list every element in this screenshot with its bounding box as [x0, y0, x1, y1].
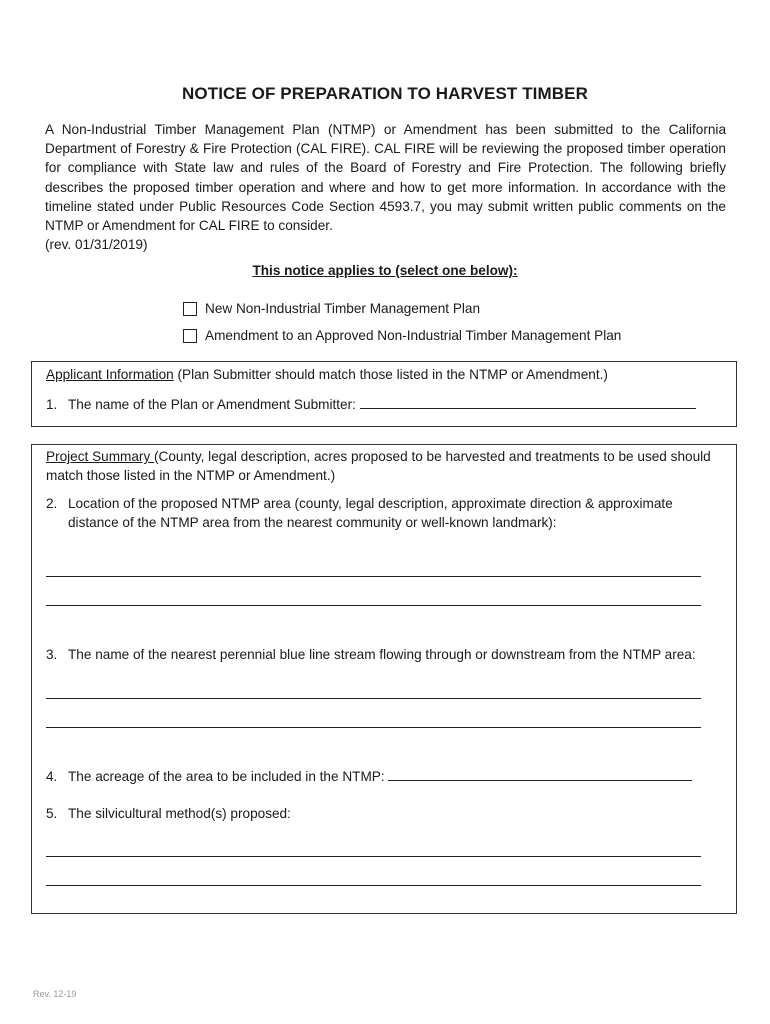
question-3-text: The name of the nearest perennial blue line stream flowing through or downstream from the NTMP area: [68, 647, 696, 662]
question-4-text: The acreage of the area to be included in the NTMP: [68, 769, 385, 784]
question-3-number: 3. [46, 647, 58, 662]
question-1-text: The name of the Plan or Amendment Submitter: [68, 397, 356, 412]
applicant-note: (Plan Submitter should match those listed in the NTMP or Amendment.) [173, 367, 608, 382]
project-heading: Project Summary [46, 449, 155, 464]
question-1-number: 1. [46, 397, 58, 412]
silviculture-line-2[interactable] [46, 885, 701, 886]
revision-date: (rev. 01/31/2019) [45, 237, 148, 253]
submitter-name-field[interactable] [360, 394, 696, 409]
question-2-text: Location of the proposed NTMP area (county, legal description, approximate direction & approximate distance of the NTMP area from the nearest community or well-known landmark): [68, 496, 673, 530]
page-title: NOTICE OF PREPARATION TO HARVEST TIMBER [182, 84, 588, 103]
new-ntmp-label: New Non-Industrial Timber Management Plan [205, 301, 481, 316]
location-line-1[interactable] [46, 576, 701, 577]
question-5-text: The silvicultural method(s) proposed: [68, 806, 291, 821]
intro-paragraph: A Non-Industrial Timber Management Plan (NTMP) or Amendment has been submitted to the California Department of Forestry & Fire Protection (CAL FIRE). CAL FIRE will be reviewing the proposed timber operation for compliance with State law and rules of the Board of Forestry and Fire Protection. The following briefly describes the proposed timber operation and where and how to get more information. In accordance with the timeline stated under Public Resources Code Section 4593.7, you may submit written public comments on the NTMP or Amendment for CAL FIRE to consider. [45, 122, 726, 234]
project-section [31, 444, 737, 914]
silviculture-line-1[interactable] [46, 856, 701, 857]
applicant-header [46, 365, 722, 384]
stream-line-2[interactable] [46, 727, 701, 728]
stream-line-1[interactable] [46, 698, 701, 699]
amendment-checkbox[interactable] [183, 329, 197, 343]
question-4-number: 4. [46, 769, 58, 784]
question-2-number: 2. [46, 496, 58, 511]
new-ntmp-checkbox[interactable] [183, 302, 197, 316]
revision-footer: Rev. 12-19 [33, 989, 77, 999]
applies-heading: This notice applies to (select one below): [252, 263, 518, 278]
applicant-heading: Applicant Information [46, 367, 174, 382]
location-line-2[interactable] [46, 605, 701, 606]
question-3 [46, 645, 726, 664]
question-5 [46, 804, 291, 823]
question-5-number: 5. [46, 806, 58, 821]
option-amendment[interactable] [183, 328, 621, 343]
applicant-section [31, 361, 737, 427]
project-note: (County, legal description, acres proposed to be harvested and treatments to be used should match those listed in the NTMP or Amendment.) [46, 449, 711, 483]
acreage-field[interactable] [388, 766, 692, 781]
question-1 [46, 394, 696, 414]
option-new-ntmp[interactable] [183, 301, 480, 316]
project-header [46, 447, 722, 485]
amendment-label: Amendment to an Approved Non-Industrial Timber Management Plan [205, 328, 622, 343]
intro-text [45, 120, 726, 254]
question-4 [46, 766, 692, 786]
question-2 [46, 494, 722, 532]
